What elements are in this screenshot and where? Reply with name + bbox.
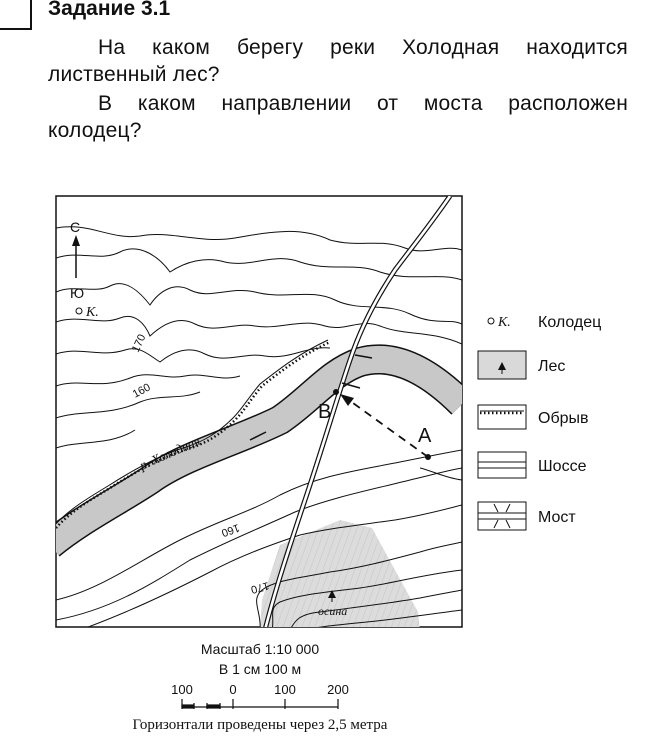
legend-item-cliff [478, 405, 589, 429]
svg-text:Горизонтали проведены через 2,: Горизонтали проведены через 2,5 метра [132, 717, 388, 733]
svg-text:С: С [70, 219, 81, 235]
scale-bar [182, 699, 338, 709]
svg-text:Обрыв: Обрыв [538, 410, 589, 427]
svg-text:Мост: Мост [538, 509, 576, 526]
task-number-box [0, 0, 32, 30]
contour-label-170-bottom: 170 [249, 579, 271, 596]
topographic-map-figure [0, 180, 648, 751]
point-a-label: А [418, 425, 432, 447]
svg-text:Шоссе: Шоссе [538, 458, 587, 475]
legend-item-bridge [478, 502, 576, 530]
legend-item-highway [478, 452, 587, 478]
point-b-label: В [318, 401, 332, 423]
point-b-dot [333, 389, 339, 395]
contour-label-160-top: 160 [130, 381, 153, 401]
svg-text:Ю: Ю [70, 285, 85, 301]
legend-item-well [488, 314, 601, 331]
svg-text:Лес: Лес [538, 358, 566, 375]
question-1: На каком берегу реки Холодная находится лиственный лес? [48, 36, 628, 86]
svg-text:100: 100 [171, 682, 193, 697]
forest-label: осина [318, 604, 348, 618]
scale-block [133, 641, 388, 733]
svg-text:К.: К. [86, 305, 99, 320]
svg-text:Колодец: Колодец [538, 314, 602, 331]
question-2: В каком направлении от моста расположен колодец? [48, 92, 628, 142]
svg-text:К.: К. [498, 315, 511, 330]
svg-text:200: 200 [327, 682, 349, 697]
svg-text:100: 100 [274, 682, 296, 697]
river-label: р. Холодная [137, 432, 203, 473]
contour-label-170-top: 170 [129, 332, 149, 355]
task-title: Задание 3.1 [48, 0, 171, 20]
svg-text:Масштаб 1:10 000: Масштаб 1:10 000 [200, 641, 320, 657]
legend [478, 314, 601, 530]
svg-text:0: 0 [229, 682, 237, 697]
point-a-dot [425, 454, 431, 460]
legend-item-forest [478, 351, 565, 379]
svg-text:В 1 см 100 м: В 1 см 100 м [218, 661, 302, 677]
contour-label-160-bottom: 160 [219, 521, 242, 539]
